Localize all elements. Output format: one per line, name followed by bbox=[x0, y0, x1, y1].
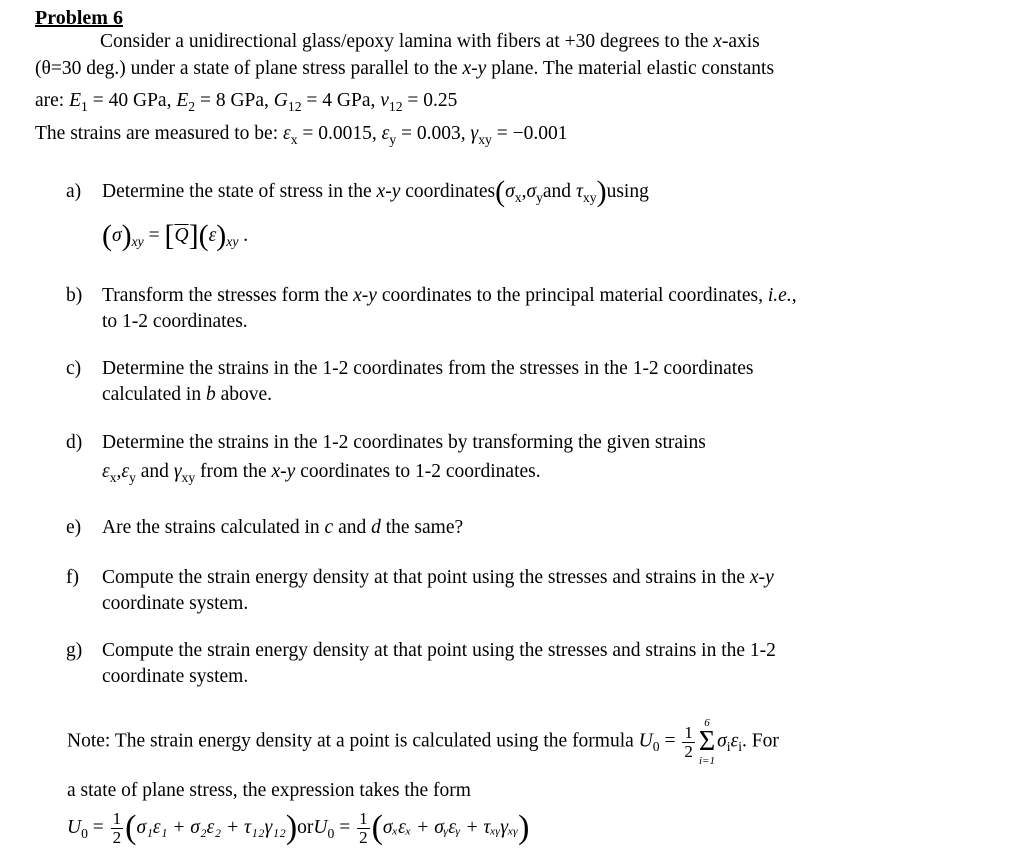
eps-y-symbol: ε bbox=[121, 461, 130, 482]
paren-close: ) bbox=[518, 809, 530, 846]
problem-title: Problem 6 bbox=[35, 7, 123, 29]
eq-sub-xy: xy bbox=[226, 233, 239, 249]
intro-text: plane. The material elastic constants bbox=[486, 58, 775, 79]
paren-close: ) bbox=[285, 809, 298, 846]
intro-xy: x-y bbox=[462, 58, 487, 79]
item-c-text: Determine the strains in the 1-2 coordinates from the stresses in the 1-2 coordinates bbox=[102, 358, 754, 379]
G12-subscript: 12 bbox=[287, 98, 302, 114]
paren-open: ( bbox=[102, 219, 112, 252]
item-b-line2: to 1-2 coordinates. bbox=[102, 311, 248, 332]
item-f-line2: coordinate system. bbox=[102, 593, 249, 614]
E2-value: = 8 GPa, bbox=[195, 90, 274, 111]
item-b-text: coordinates to the principal material coordinates, bbox=[376, 285, 768, 306]
gamma-xy-symbol: γ bbox=[173, 461, 182, 482]
item-f-text: Compute the strain energy density at that point using the stresses and strains in the bbox=[102, 567, 750, 588]
eps-y-symbol: ε bbox=[381, 123, 390, 144]
eq-sign: = bbox=[87, 817, 109, 838]
sigma-i-subscript: i bbox=[726, 739, 731, 755]
item-a-equation bbox=[102, 219, 249, 252]
E1-subscript: 1 bbox=[81, 98, 88, 114]
intro-text: (θ=30 deg.) under a state of plane stress parallel to the bbox=[35, 58, 463, 79]
item-b-label: b) bbox=[66, 285, 83, 306]
eps-y-value: = 0.003, bbox=[396, 123, 471, 144]
paren-close: ) bbox=[121, 219, 132, 252]
item-d-label: d) bbox=[66, 432, 83, 453]
note-text: . For bbox=[742, 730, 779, 752]
U0-symbol: U bbox=[67, 817, 82, 838]
intro-line-1 bbox=[100, 28, 760, 56]
and-text: and bbox=[135, 461, 174, 482]
eps-x-subscript: x bbox=[290, 131, 298, 147]
item-a-label: a) bbox=[66, 181, 82, 202]
measured-strains bbox=[35, 120, 567, 148]
item-d-line2: $\varepsilon_x,\varepsilon_y$ and $\gamma_{xy}$ from the x-y coordinates to 1-2 coordinates. bbox=[102, 461, 541, 485]
item-e bbox=[66, 514, 463, 542]
paren-close: ) bbox=[596, 175, 607, 208]
eq-sign: = bbox=[143, 225, 165, 246]
tau-xy-symbol: τ bbox=[575, 181, 583, 202]
eps-x-subscript: x bbox=[109, 469, 117, 485]
intro-text: -axis bbox=[721, 31, 760, 52]
sigma-x-symbol: σ bbox=[505, 181, 515, 202]
bracket-close: ] bbox=[188, 219, 199, 252]
U0-subscript: 0 bbox=[327, 825, 335, 841]
G12-value: = 4 GPa, bbox=[301, 90, 381, 111]
fraction-half bbox=[357, 810, 370, 847]
gamma-xy-value: = −0.001 bbox=[491, 123, 568, 144]
eps-x-symbol: ε bbox=[283, 123, 291, 144]
U0-subscript: 0 bbox=[652, 739, 660, 755]
intro-x: x bbox=[713, 31, 722, 52]
eq-Q-bar: $\overline{Q}$ bbox=[174, 225, 189, 246]
intro-text: are: bbox=[35, 90, 70, 111]
eps-x-value: = 0.0015, bbox=[297, 123, 382, 144]
material-constants bbox=[35, 87, 457, 115]
item-b-ie: i.e. bbox=[767, 285, 792, 306]
sum-upper: 6 bbox=[704, 717, 710, 729]
gamma-xy-subscript: xy bbox=[478, 131, 492, 147]
intro-text: The strains are measured to be: bbox=[35, 123, 283, 144]
item-c-text: above. bbox=[215, 384, 273, 405]
sum-sigma: Σ bbox=[698, 726, 716, 757]
item-g-text: Compute the strain energy density at that point using the stresses and strains in the 1-2 bbox=[102, 640, 776, 661]
formula-2-body: σₓεₓ + σᵧεᵧ + τₓᵧγₓᵧ bbox=[382, 817, 519, 838]
paren-open: ( bbox=[125, 809, 137, 846]
frac-num: 1 bbox=[684, 722, 693, 742]
gamma-xy-subscript: xy bbox=[181, 469, 196, 485]
sigma-x-subscript: x bbox=[514, 189, 522, 205]
eq-eps: ε bbox=[208, 225, 217, 246]
item-e-text: Are the strains calculated in bbox=[102, 517, 325, 538]
intro-line-2 bbox=[35, 55, 774, 83]
item-g-label: g) bbox=[66, 640, 83, 661]
item-c-ref-b: b bbox=[205, 384, 216, 405]
tau-xy-subscript: xy bbox=[582, 189, 597, 205]
eq-sign: = bbox=[659, 730, 681, 752]
eq-sigma: σ bbox=[112, 225, 122, 246]
sigma-y-subscript: y bbox=[536, 189, 543, 205]
item-a-text: coordinates bbox=[400, 181, 496, 202]
frac-num: 1 bbox=[112, 809, 122, 829]
eps-x-symbol: ε bbox=[102, 461, 110, 482]
formula-1-body: σ₁ε₁ + σ₂ε₂ + τ₁₂γ₁₂ bbox=[136, 817, 286, 838]
eps-i: ε bbox=[730, 730, 739, 752]
E1-symbol: E bbox=[69, 90, 82, 111]
item-f-label: f) bbox=[66, 567, 79, 588]
sum-lower: i=1 bbox=[699, 755, 715, 767]
E2-symbol: E bbox=[176, 90, 189, 111]
item-a: a) Determine the state of stress in the x-y $coordinates(\sigma_x,\sigma_yand$ $\tau_{xy})using$ bbox=[66, 175, 649, 208]
eq-sub-xy: xy bbox=[131, 233, 144, 249]
item-c bbox=[66, 355, 753, 383]
note-line-2: a state of plane stress, the expression takes the form bbox=[67, 780, 471, 801]
item-d-text: coordinates to 1-2 coordinates. bbox=[295, 461, 541, 482]
item-b bbox=[66, 282, 797, 310]
item-c-line2 bbox=[102, 381, 272, 409]
plane-stress-formula bbox=[67, 806, 529, 850]
bracket-open: [ bbox=[164, 219, 175, 252]
eq-sign: = bbox=[334, 817, 356, 838]
eps-y-subscript: y bbox=[129, 469, 136, 485]
item-e-text: the same? bbox=[380, 517, 464, 538]
note-text: Note: The strain energy density at a point is calculated using the formula bbox=[67, 730, 639, 752]
item-b-xy: x-y bbox=[353, 285, 377, 306]
eps-i-subscript: i bbox=[738, 739, 743, 755]
or-text: or bbox=[297, 817, 314, 838]
paren-open: ( bbox=[495, 175, 506, 208]
frac-num: 1 bbox=[359, 809, 368, 829]
U0-symbol: U bbox=[313, 817, 328, 838]
fraction-half bbox=[682, 724, 695, 761]
U0-subscript: 0 bbox=[81, 825, 88, 841]
item-c-label: c) bbox=[66, 358, 82, 379]
item-g bbox=[66, 637, 776, 665]
and-text: and bbox=[333, 517, 372, 538]
item-a-xy: x-y bbox=[376, 181, 401, 202]
intro-text: Consider a unidirectional glass/epoxy lamina with fibers at +30 degrees to the bbox=[100, 31, 714, 52]
G12-symbol: G bbox=[273, 90, 288, 111]
item-a-text: Determine the state of stress in the bbox=[102, 181, 377, 202]
gamma-xy-symbol: γ bbox=[470, 123, 479, 144]
summation bbox=[699, 717, 715, 767]
item-e-label: e) bbox=[66, 517, 82, 538]
item-b-text: Transform the stresses form the bbox=[102, 285, 354, 306]
item-e-ref-c: c bbox=[324, 517, 334, 538]
paren-open: ( bbox=[198, 219, 209, 252]
item-a-text: using bbox=[606, 181, 649, 202]
and-text: and bbox=[542, 181, 572, 202]
paren-open: ( bbox=[371, 809, 383, 846]
frac-den: 2 bbox=[112, 828, 122, 848]
nu12-subscript: 12 bbox=[388, 98, 403, 114]
item-g-line2: coordinate system. bbox=[102, 666, 249, 687]
item-d-text: from the bbox=[195, 461, 272, 482]
U0-symbol: U bbox=[638, 730, 653, 752]
item-d bbox=[66, 429, 706, 457]
item-e-ref-d: d bbox=[371, 517, 381, 538]
frac-den: 2 bbox=[684, 741, 693, 761]
eps-y-subscript: y bbox=[389, 131, 397, 147]
nu12-symbol: ν bbox=[380, 90, 389, 111]
item-d-xy: x-y bbox=[271, 461, 296, 482]
nu12-value: = 0.25 bbox=[402, 90, 458, 111]
sigma-y-symbol: σ bbox=[526, 181, 537, 202]
E2-subscript: 2 bbox=[188, 98, 196, 114]
E1-value: = 40 GPa, bbox=[87, 90, 177, 111]
item-d-text: Determine the strains in the 1-2 coordinates by transforming the given strains bbox=[102, 432, 706, 453]
item-f bbox=[66, 564, 774, 592]
item-f-xy: x-y bbox=[749, 567, 774, 588]
sigma-i: σ bbox=[717, 730, 727, 752]
note-line-1 bbox=[67, 717, 779, 767]
item-b-text: , bbox=[791, 285, 797, 306]
frac-den: 2 bbox=[359, 828, 368, 848]
eq-dot: . bbox=[238, 225, 249, 246]
fraction-half bbox=[111, 810, 124, 847]
paren-close: ) bbox=[216, 219, 227, 252]
item-c-text: calculated in bbox=[102, 384, 206, 405]
